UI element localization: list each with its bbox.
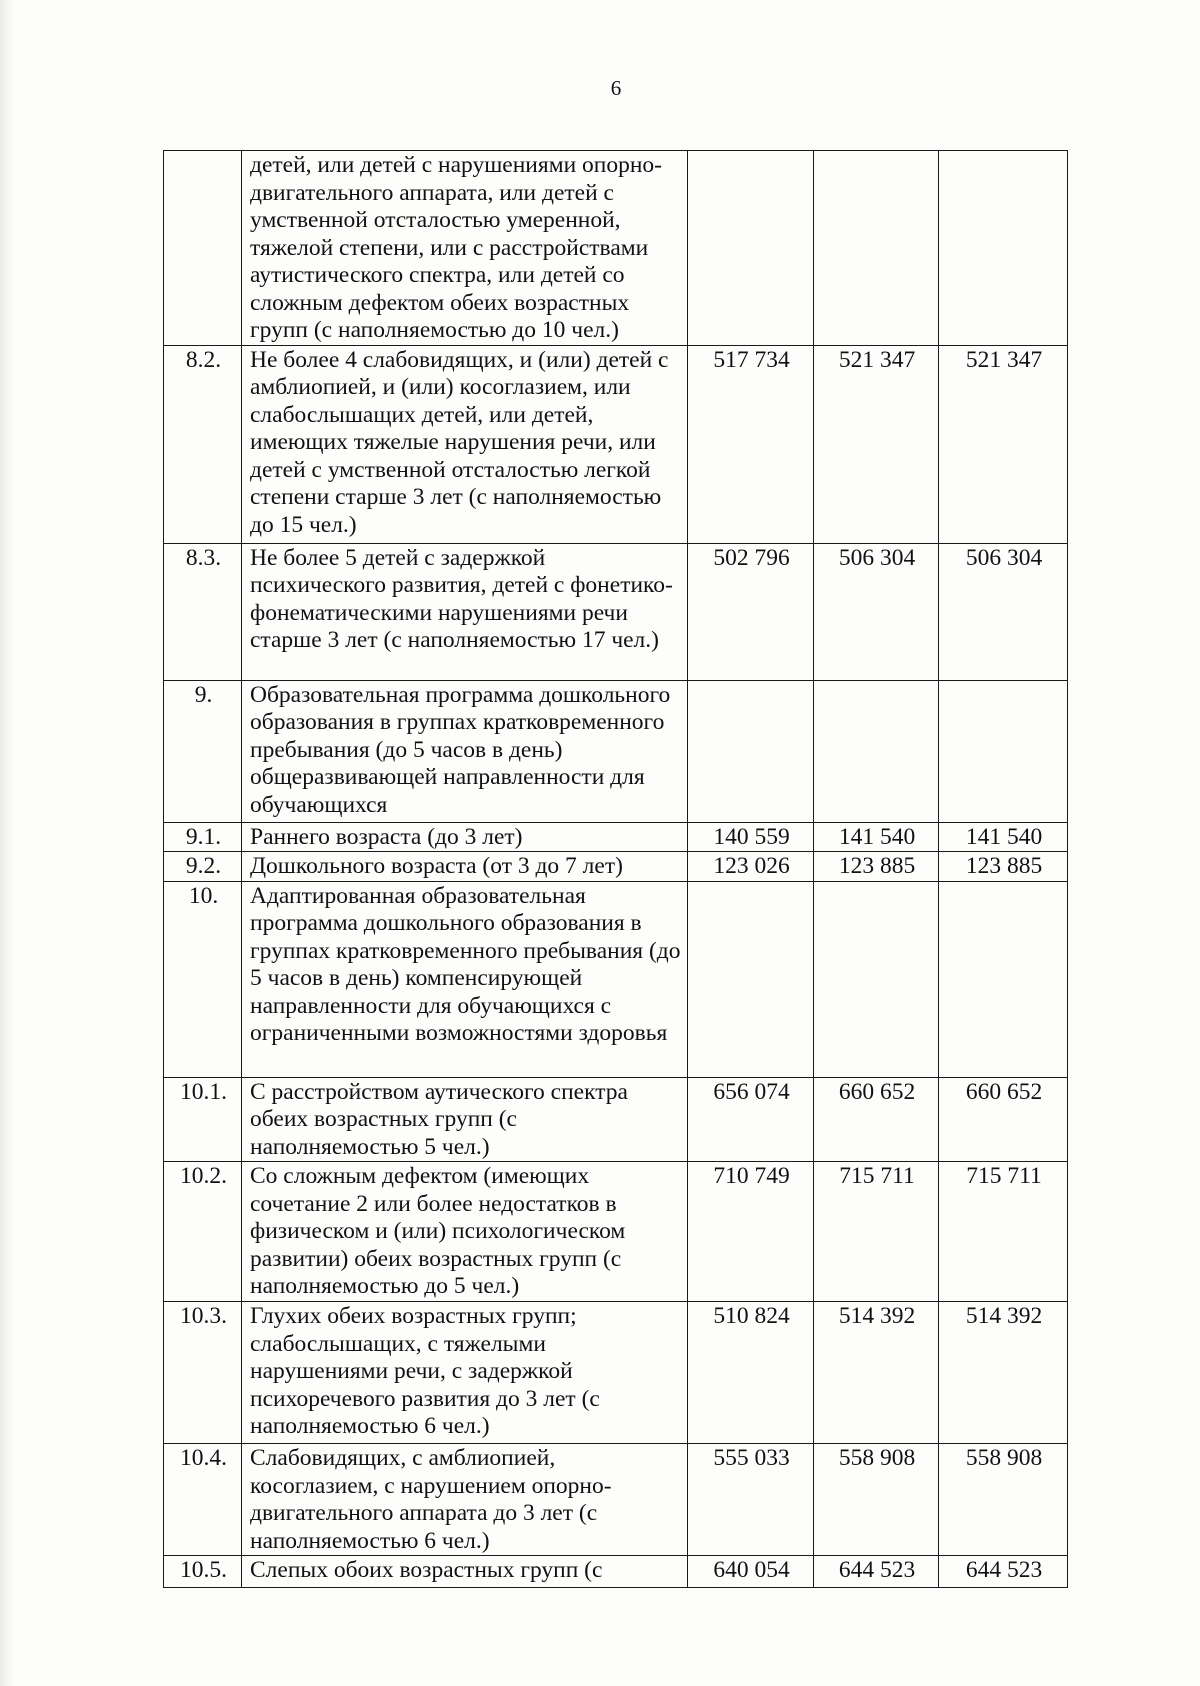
table-row — [164, 345, 1068, 543]
table-row — [164, 1556, 1068, 1588]
row-number: 8.3. — [164, 543, 242, 680]
row-description: детей, или детей с нарушениями опорно-двигательного аппарата, или детей с умственной отсталостью умеренной, тяжелой степени, или с расстройствами аутистического спектра, или детей со сложным дефектом обеих возрастных групп (с наполняемостью до 10 чел.) — [242, 151, 688, 346]
value-col-3: 715 711 — [939, 1162, 1068, 1302]
value-col-1 — [688, 881, 814, 1077]
value-col-1: 140 559 — [688, 822, 814, 852]
table-row — [164, 1302, 1068, 1444]
row-number: 8.2. — [164, 345, 242, 543]
table-row — [164, 1077, 1068, 1162]
row-description: Глухих обеих возрастных групп; слабослышащих, с тяжелыми нарушениями речи, с задержкой психоречевого развития до 3 лет (с наполняемостью 6 чел.) — [242, 1302, 688, 1444]
value-col-2: 644 523 — [814, 1556, 939, 1588]
value-col-1 — [688, 680, 814, 822]
row-description: С расстройством аутического спектра обеих возрастных групп (с наполняемостью 5 чел.) — [242, 1077, 688, 1162]
value-col-3: 506 304 — [939, 543, 1068, 680]
value-col-2 — [814, 881, 939, 1077]
row-description: Слабовидящих, с амблиопией, косоглазием, с нарушением опорно-двигательного аппарата до 3 лет (с наполняемостью 6 чел.) — [242, 1444, 688, 1556]
value-col-1: 123 026 — [688, 852, 814, 882]
value-col-3 — [939, 881, 1068, 1077]
table-row — [164, 543, 1068, 680]
value-col-2: 123 885 — [814, 852, 939, 882]
value-col-1 — [688, 151, 814, 346]
value-col-2: 521 347 — [814, 345, 939, 543]
value-col-3: 558 908 — [939, 1444, 1068, 1556]
value-col-3: 514 392 — [939, 1302, 1068, 1444]
value-col-3: 141 540 — [939, 822, 1068, 852]
value-col-1: 640 054 — [688, 1556, 814, 1588]
scan-edge — [0, 0, 14, 1686]
row-description: Не более 4 слабовидящих, и (или) детей с амблиопией, и (или) косоглазием, или слабослышащих детей, или детей, имеющих тяжелые нарушения речи, или детей с умственной отсталостью легкой степени старше 3 лет (с наполняемостью до 15 чел.) — [242, 345, 688, 543]
row-number: 10.3. — [164, 1302, 242, 1444]
row-number: 9. — [164, 680, 242, 822]
value-col-2: 715 711 — [814, 1162, 939, 1302]
row-description: Образовательная программа дошкольного образования в группах кратковременного пребывания (до 5 часов в день) общеразвивающей направленности для обучающихся — [242, 680, 688, 822]
table-row — [164, 852, 1068, 882]
value-col-2: 558 908 — [814, 1444, 939, 1556]
value-col-1: 510 824 — [688, 1302, 814, 1444]
row-description: Раннего возраста (до 3 лет) — [242, 822, 688, 852]
table-row — [164, 151, 1068, 346]
table-row — [164, 1444, 1068, 1556]
table-row — [164, 1162, 1068, 1302]
row-description: Слепых обоих возрастных групп (с — [242, 1556, 688, 1588]
row-number: 10. — [164, 881, 242, 1077]
value-col-2 — [814, 151, 939, 346]
value-col-2: 506 304 — [814, 543, 939, 680]
row-description: Со сложным дефектом (имеющих сочетание 2 или более недостатков в физическом и (или) психологическом развитии) обеих возрастных групп (с наполняемостью до 5 чел.) — [242, 1162, 688, 1302]
value-col-3 — [939, 151, 1068, 346]
value-col-2: 141 540 — [814, 822, 939, 852]
value-col-2 — [814, 680, 939, 822]
page-number: 6 — [610, 76, 622, 100]
row-number — [164, 151, 242, 346]
table-row — [164, 822, 1068, 852]
value-col-3: 521 347 — [939, 345, 1068, 543]
row-number: 10.4. — [164, 1444, 242, 1556]
table-row — [164, 680, 1068, 822]
value-col-2: 514 392 — [814, 1302, 939, 1444]
value-col-3: 660 652 — [939, 1077, 1068, 1162]
row-description: Не более 5 детей с задержкой психического развития, детей с фонетико-фонематическими нарушениями речи старше 3 лет (с наполняемостью 17 чел.) — [242, 543, 688, 680]
row-number: 9.2. — [164, 852, 242, 882]
row-number: 10.1. — [164, 1077, 242, 1162]
row-description: Дошкольного возраста (от 3 до 7 лет) — [242, 852, 688, 882]
row-number: 10.2. — [164, 1162, 242, 1302]
value-col-3: 644 523 — [939, 1556, 1068, 1588]
row-number: 10.5. — [164, 1556, 242, 1588]
table-row — [164, 881, 1068, 1077]
value-col-1: 555 033 — [688, 1444, 814, 1556]
row-number: 9.1. — [164, 822, 242, 852]
value-col-1: 656 074 — [688, 1077, 814, 1162]
tariff-table — [163, 150, 1068, 1588]
value-col-1: 517 734 — [688, 345, 814, 543]
value-col-3 — [939, 680, 1068, 822]
value-col-1: 502 796 — [688, 543, 814, 680]
value-col-2: 660 652 — [814, 1077, 939, 1162]
value-col-3: 123 885 — [939, 852, 1068, 882]
value-col-1: 710 749 — [688, 1162, 814, 1302]
row-description: Адаптированная образовательная программа дошкольного образования в группах кратковременного пребывания (до 5 часов в день) компенсирующей направленности для обучающихся с ограниченными возможностями здоровья — [242, 881, 688, 1077]
